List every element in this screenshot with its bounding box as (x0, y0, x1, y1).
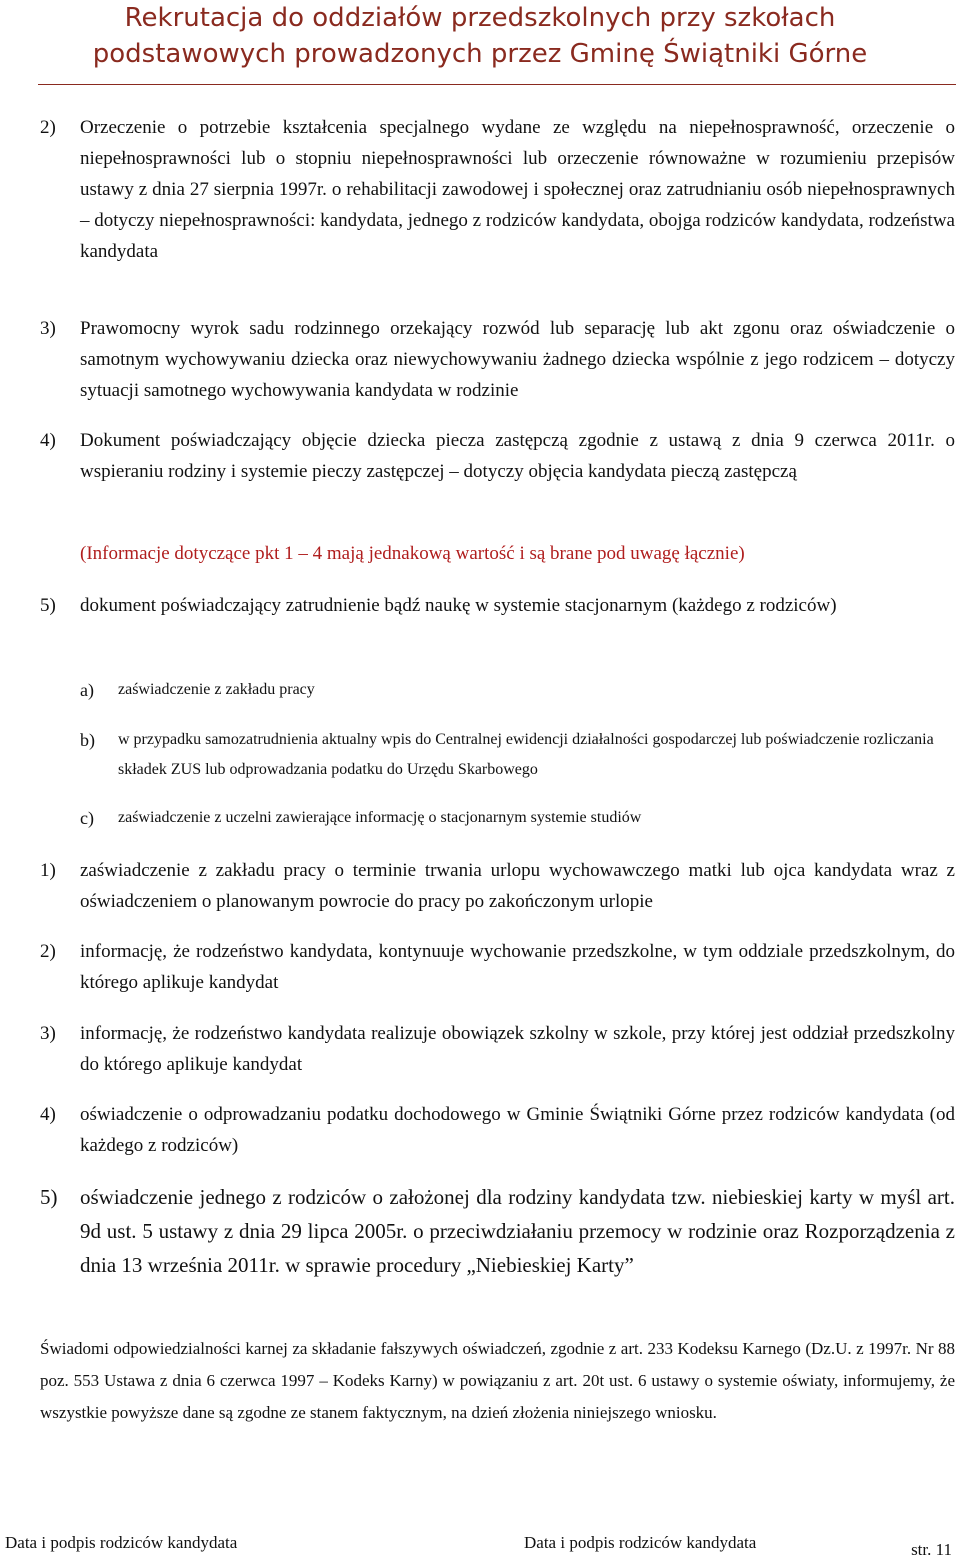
page-header (0, 0, 960, 72)
sub-item-letter: a) (80, 680, 94, 700)
page-number: str. 11 (911, 1540, 952, 1559)
item-number: 5) (40, 1185, 58, 1209)
item-text: informację, że rodzeństwo kandydata, kontynuuje wychowanie przedszkolne, w tym oddziale przedszkolnym, do którego aplikuje kandydat (80, 941, 955, 993)
item-number: 4) (40, 430, 56, 451)
item-text: Prawomocny wyrok sadu rodzinnego orzekający rozwód lub separację lub akt zgonu oraz oświadczenie o samotnym wychowywaniu dziecka oraz niewychowywaniu żadnego dziecka wspólnie z jego rodzicem – dotyczy sytuacji samotnego wychowywania kandydata w rodzinie (80, 318, 955, 401)
item-text: Orzeczenie o potrzebie kształcenia specjalnego wydane ze względu na niepełnosprawność, orzeczenie o niepełnosprawności lub o stopniu niepełnosprawności lub orzeczenie równoważne w rozumieniu przepisów ustawy z dnia 27 sierpnia 1997r. o rehabilitacji zawodowej i społecznej oraz zatrudnianiu osób niepełnosprawnych – dotyczy niepełnosprawności: kandydata, jednego z rodziców kandydata, obojga rodziców kandydata, rodzeństwa kandydata (80, 117, 955, 262)
item-text: informację, że rodzeństwo kandydata realizuje obowiązek szkolny w szkole, przy której jest oddział przedszkolny do którego aplikuje kandydat (80, 1023, 955, 1075)
list-item (40, 1099, 955, 1161)
item-text: oświadczenie jednego z rodziców o założonej dla rodziny kandydata tzw. niebieskiej karty w myśl art. 9d ust. 5 ustawy z dnia 29 lipca 2005r. o przeciwdziałaniu przemocy w rodzinie oraz Rozporządzenia z dnia 13 września 2011r. w sprawie procedury „Niebieskiej Karty” (80, 1185, 955, 1277)
list-item (40, 936, 955, 998)
sub-list-item (80, 803, 955, 833)
item-text: zaświadczenie z zakładu pracy o terminie trwania urlopu wychowawczego matki lub ojca kandydata wraz z oświadczeniem o planowanym powrocie do pracy po zakończonym urlopie (80, 860, 955, 912)
declaration-paragraph: Świadomi odpowiedzialności karnej za składanie fałszywych oświadczeń, zgodnie z art. 233 Kodeksu Karnego (Dz.U. z 1997r. Nr 88 poz. 553 Ustawa z dnia 6 czerwca 1997 – Kodeks Karny) w powiązaniu z art. 20t ust. 6 ustawy o systemie oświaty, informujemy, że wszystkie powyższe dane są zgodne ze stanem faktycznym, na dzień złożenia niniejszego wniosku. (40, 1339, 955, 1422)
item-text: Dokument poświadczający objęcie dziecka piecza zastępczą zgodnie z ustawą z dnia 9 czerwca 2011r. o wspieraniu rodziny i systemie pieczy zastępczej – dotyczy objęcia kandydata pieczą zastępczą (80, 430, 955, 482)
item-number: 3) (40, 318, 56, 339)
sub-list-item (80, 725, 955, 785)
item-number: 1) (40, 860, 56, 881)
list-item (40, 313, 955, 406)
signature-label-right: Data i podpis rodziców kandydata (524, 1533, 757, 1552)
list-item (40, 1018, 955, 1080)
list-item (40, 1180, 955, 1282)
item-number: 2) (40, 941, 56, 962)
sub-list-item (80, 675, 955, 705)
header-divider (38, 84, 956, 85)
list-item (40, 590, 955, 621)
sub-item-text: zaświadczenie z zakładu pracy (118, 681, 315, 698)
info-note: (Informacje dotyczące pkt 1 – 4 mają jednakową wartość i są brane pod uwagę łącznie) (80, 543, 745, 564)
list-item (40, 425, 955, 487)
item-number: 5) (40, 595, 56, 616)
sub-item-letter: c) (80, 808, 94, 828)
sub-item-text: w przypadku samozatrudnienia aktualny wpis do Centralnej ewidencji działalności gospodarczej lub poświadczenie rozliczania składek ZUS lub odprowadzania podatku do Urzędu Skarbowego (118, 731, 934, 778)
item-text: dokument poświadczający zatrudnienie bądź naukę w systemie stacjonarnym (każdego z rodziców) (80, 595, 837, 616)
item-number: 4) (40, 1104, 56, 1125)
list-item (40, 855, 955, 917)
header-title-line1: Rekrutacja do oddziałów przedszkolnych przy szkołach (124, 3, 836, 33)
list-item (40, 112, 955, 267)
header-title-line2: podstawowych prowadzonych przez Gminę Świątniki Górne (92, 39, 868, 69)
sub-item-text: zaświadczenie z uczelni zawierające informację o stacjonarnym systemie studiów (118, 809, 642, 826)
item-number: 2) (40, 117, 56, 138)
sub-item-letter: b) (80, 730, 95, 750)
item-text: oświadczenie o odprowadzaniu podatku dochodowego w Gminie Świątniki Górne przez rodziców kandydata (od każdego z rodziców) (80, 1104, 955, 1156)
item-number: 3) (40, 1023, 56, 1044)
signature-label-left: Data i podpis rodziców kandydata (5, 1533, 238, 1552)
